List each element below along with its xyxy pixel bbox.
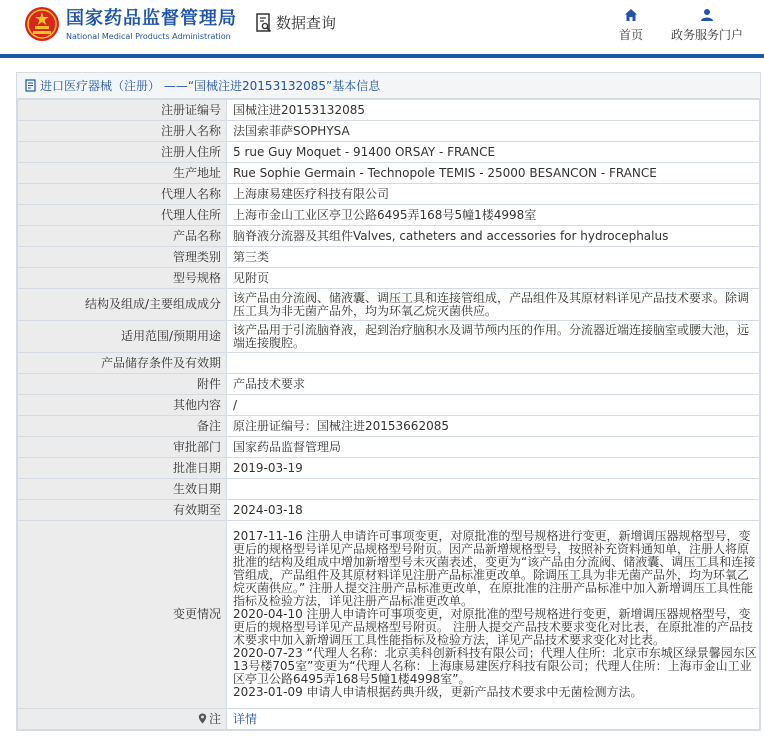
row-label: 注册证编号 bbox=[18, 100, 227, 121]
table-row bbox=[18, 321, 760, 353]
details-link[interactable]: 详情 bbox=[233, 711, 258, 726]
panel-title-text: 进口医疗器械（注册） ——“国械注进20153132085”基本信息 bbox=[40, 79, 381, 93]
row-label: 适用范围/预期用途 bbox=[18, 321, 227, 353]
row-value bbox=[227, 479, 760, 500]
site-header bbox=[0, 0, 764, 54]
site-name-cn: 国家药品监督管理局 bbox=[66, 8, 237, 29]
site-name-en: National Medical Products Administration bbox=[66, 32, 231, 41]
table-row bbox=[18, 268, 760, 289]
site-brand[interactable] bbox=[66, 8, 237, 43]
nav-home-label: 首页 bbox=[618, 28, 643, 42]
row-label: 生产地址 bbox=[18, 163, 227, 184]
user-icon bbox=[700, 8, 714, 22]
change-history-value: 2017-11-16 注册人申请许可事项变更，对原批准的型号规格进行变更，新增调压器规格型号，变更后的规格型号详见产品规格型号附页。因产品新增规格型号，按照补充资料通知单，注册人将原批准的结构及组成中增加新增型号未灭菌表述，变更为“该产品由分流阀、储液囊、调压工具和连接管组成，产品组件及其原材料详见注册产品标准更改单。除调压工具为非无菌产品外，均为环氧乙烷灭菌供应。” 注册人提交注册产品标准更改单，在原批准的注册产品标准中加入新增调压工具性能指标及检验方法，详见注册产品标准更改单。 2020-04-10 注册人申请许可事项变更，对原批准的型号规格进行变更，新增调压器规格型号，变更后的规格型号详见产品规格型号附页。 注册人提交产品技术要求变化对比表，在原批准的产品技术要求中加入新增调压工具性能指标及检验方法，详见产品技术要求变化对比表。 2020-07-23 “代理人名称：北京美科创新科技有限公司；代理人住所：北京市东城区绿景馨园东区13号楼705室”变更为“代理人名称：上海康易建医疗科技有限公司；代理人住所：上海市金山工业区亭卫公路6495弄168号5幢1楼4998室”。 2023-01-09 申请人申请根据药典升级，更新产品技术要求中无菌检测方法。 bbox=[227, 521, 760, 709]
panel-title bbox=[17, 73, 760, 99]
row-label: 其他内容 bbox=[18, 395, 227, 416]
table-row bbox=[18, 226, 760, 247]
row-label: 代理人住所 bbox=[18, 205, 227, 226]
data-query-link[interactable] bbox=[256, 12, 336, 33]
row-value: 法国索菲萨SOPHYSA bbox=[227, 121, 760, 142]
note-label: 注 bbox=[208, 711, 221, 726]
row-value: 2019-03-19 bbox=[227, 458, 760, 479]
table-row bbox=[18, 121, 760, 142]
document-icon bbox=[25, 79, 37, 92]
table-row bbox=[18, 247, 760, 268]
row-label: 变更情况 bbox=[18, 521, 227, 709]
table-row bbox=[18, 416, 760, 437]
row-label: 结构及组成/主要组成成分 bbox=[18, 289, 227, 321]
note-value-cell bbox=[227, 709, 760, 730]
table-row bbox=[18, 163, 760, 184]
row-label: 管理类别 bbox=[18, 247, 227, 268]
table-row bbox=[18, 374, 760, 395]
row-value: 上海市金山工业区亭卫公路6495弄168号5幢1楼4998室 bbox=[227, 205, 760, 226]
table-row bbox=[18, 205, 760, 226]
table-row bbox=[18, 479, 760, 500]
row-label: 型号规格 bbox=[18, 268, 227, 289]
row-label: 备注 bbox=[18, 416, 227, 437]
table-row bbox=[18, 395, 760, 416]
table-row bbox=[18, 100, 760, 121]
row-value: 国械注进20153132085 bbox=[227, 100, 760, 121]
row-label: 审批部门 bbox=[18, 437, 227, 458]
document-search-icon bbox=[256, 13, 272, 33]
row-value bbox=[227, 353, 760, 374]
detail-panel bbox=[16, 72, 761, 731]
row-label: 代理人名称 bbox=[18, 184, 227, 205]
row-value: 2024-03-18 bbox=[227, 500, 760, 521]
home-icon bbox=[624, 8, 638, 22]
table-row bbox=[18, 500, 760, 521]
row-value: / bbox=[227, 395, 760, 416]
table-row bbox=[18, 289, 760, 321]
row-value: 见附页 bbox=[227, 268, 760, 289]
row-value: Rue Sophie Germain - Technopole TEMIS - 25000 BESANCON - FRANCE bbox=[227, 163, 760, 184]
nav-service-portal[interactable] bbox=[668, 8, 746, 43]
row-value: 脑脊液分流器及其组件Valves, catheters and accessories for hydrocephalus bbox=[227, 226, 760, 247]
row-value: 该产品由分流阀、储液囊、调压工具和连接管组成，产品组件及其原材料详见产品技术要求。除调压工具为非无菌产品外，均为环氧乙烷灭菌供应。 bbox=[227, 289, 760, 321]
table-row bbox=[18, 709, 760, 730]
row-label: 注册人名称 bbox=[18, 121, 227, 142]
table-row bbox=[18, 458, 760, 479]
detail-table bbox=[17, 99, 760, 730]
row-value: 原注册证编号：国械注进20153662085 bbox=[227, 416, 760, 437]
nav-portal-label: 政务服务门户 bbox=[670, 28, 743, 42]
header-divider bbox=[0, 54, 764, 58]
row-label: 生效日期 bbox=[18, 479, 227, 500]
table-row bbox=[18, 437, 760, 458]
nav-home[interactable] bbox=[616, 8, 646, 43]
row-label: 注册人住所 bbox=[18, 142, 227, 163]
table-row bbox=[18, 353, 760, 374]
table-row bbox=[18, 184, 760, 205]
row-label: 附件 bbox=[18, 374, 227, 395]
row-value: 产品技术要求 bbox=[227, 374, 760, 395]
pin-icon bbox=[198, 713, 207, 724]
table-row bbox=[18, 142, 760, 163]
row-label: 有效期至 bbox=[18, 500, 227, 521]
note-label-cell bbox=[18, 709, 227, 730]
row-value: 上海康易建医疗科技有限公司 bbox=[227, 184, 760, 205]
row-label: 产品名称 bbox=[18, 226, 227, 247]
row-label: 产品储存条件及有效期 bbox=[18, 353, 227, 374]
row-value: 该产品用于引流脑脊液，起到治疗脑积水及调节颅内压的作用。分流器近端连接脑室或腰大池，远端连接腹腔。 bbox=[227, 321, 760, 353]
national-emblem-icon bbox=[24, 6, 60, 42]
table-row bbox=[18, 521, 760, 709]
row-label: 批准日期 bbox=[18, 458, 227, 479]
row-value: 国家药品监督管理局 bbox=[227, 437, 760, 458]
row-value: 5 rue Guy Moquet - 91400 ORSAY - FRANCE bbox=[227, 142, 760, 163]
row-value: 第三类 bbox=[227, 247, 760, 268]
data-query-label: 数据查询 bbox=[276, 14, 337, 32]
